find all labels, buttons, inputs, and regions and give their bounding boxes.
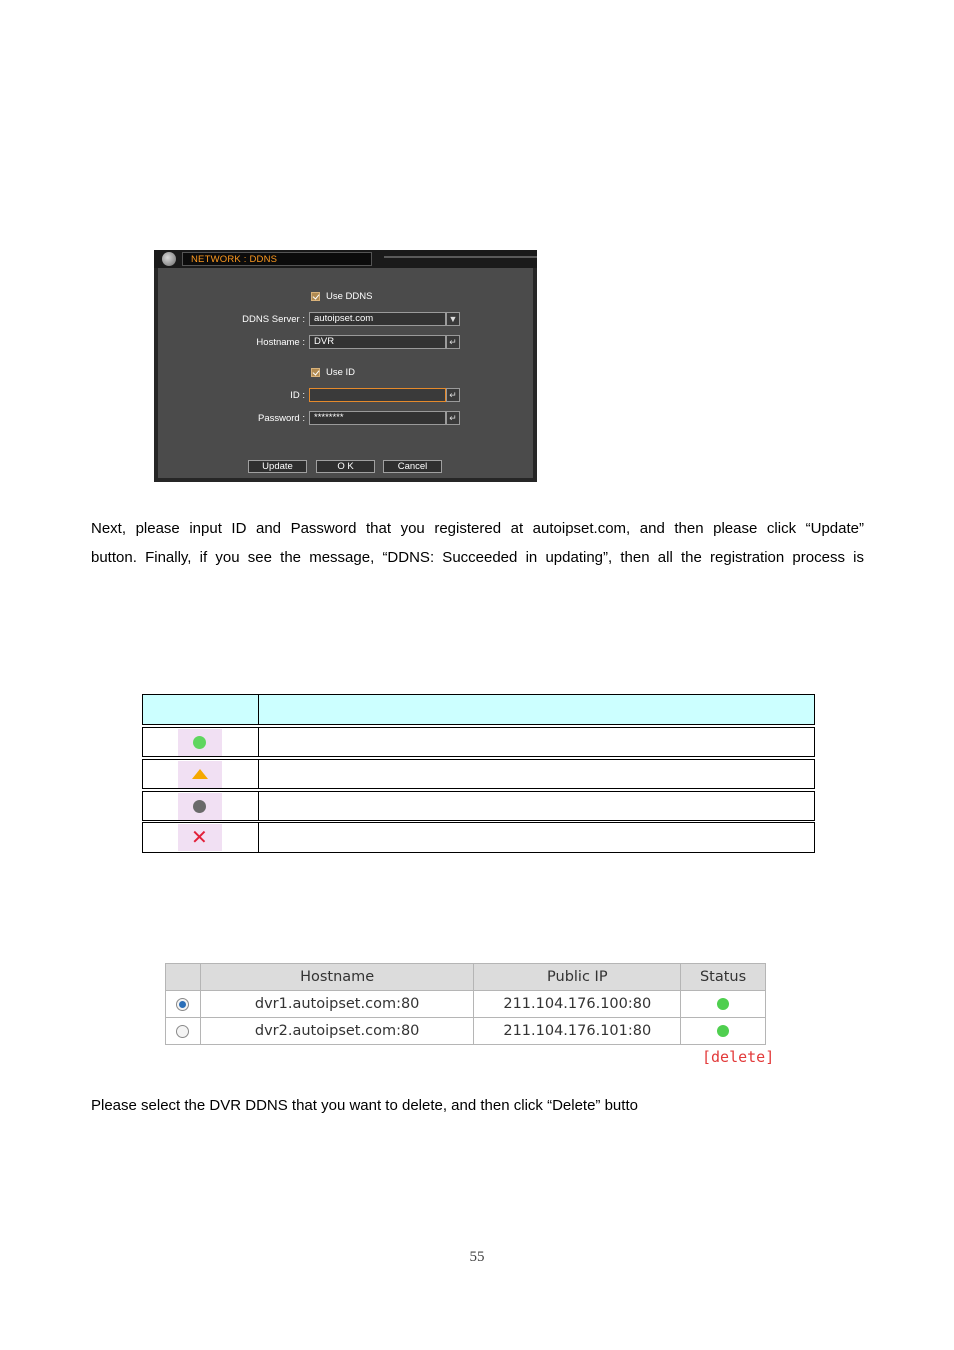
column-divider xyxy=(258,823,259,852)
column-divider xyxy=(258,760,259,788)
ok-button[interactable]: O K xyxy=(316,460,375,473)
dialog-title-tab xyxy=(182,252,372,266)
dvr-logo-icon xyxy=(162,252,176,266)
use-ddns-checkbox[interactable] xyxy=(311,292,320,301)
public-ip-cell: 211.104.176.101:80 xyxy=(474,1018,681,1045)
status-icon-cell xyxy=(178,824,222,851)
select-column-header xyxy=(166,964,201,991)
enter-icon[interactable]: ↵ xyxy=(446,335,460,349)
column-divider xyxy=(258,728,259,756)
status-row-warning xyxy=(142,759,815,789)
column-divider xyxy=(258,695,259,724)
dialog-titlebar xyxy=(154,250,537,268)
status-row-offline xyxy=(142,791,815,821)
enter-icon[interactable]: ↵ xyxy=(446,411,460,425)
instruction-line-1: Next, please input ID and Password that you registered at autoipset.com, and then please click “Update” xyxy=(91,520,864,537)
public-ip-cell: 211.104.176.100:80 xyxy=(474,991,681,1018)
password-field[interactable]: ******** xyxy=(309,411,446,425)
status-row-ok xyxy=(142,727,815,757)
radio-unselected-icon[interactable] xyxy=(176,1025,189,1038)
dropdown-arrow-icon[interactable]: ▼ xyxy=(446,312,460,326)
status-green-dot-icon xyxy=(717,1025,729,1037)
use-id-checkbox[interactable] xyxy=(311,368,320,377)
page-number: 55 xyxy=(469,1249,485,1265)
update-button[interactable]: Update xyxy=(248,460,307,473)
delete-instruction: Please select the DVR DDNS that you want to delete, and then click “Delete” butto xyxy=(91,1097,638,1114)
table-header-row xyxy=(166,964,766,991)
status-table-header xyxy=(142,694,815,725)
select-cell xyxy=(166,1018,201,1045)
warning-triangle-icon xyxy=(192,769,208,779)
red-x-icon: ✕ xyxy=(191,825,208,849)
status-cell xyxy=(681,1018,766,1045)
table-row[interactable] xyxy=(166,991,766,1018)
status-cell xyxy=(681,991,766,1018)
hostname-field[interactable]: DVR xyxy=(309,335,446,349)
enter-icon[interactable]: ↵ xyxy=(446,388,460,402)
cancel-button[interactable]: Cancel xyxy=(383,460,442,473)
status-column-header: Status xyxy=(681,964,766,991)
status-icon-cell xyxy=(178,729,222,756)
title-divider xyxy=(384,256,537,258)
status-icon-cell xyxy=(178,793,222,820)
hostname-cell: dvr2.autoipset.com:80 xyxy=(200,1018,474,1045)
use-ddns-label: Use DDNS xyxy=(326,291,373,302)
public-ip-column-header: Public IP xyxy=(474,964,681,991)
id-field[interactable] xyxy=(309,388,446,402)
ddns-server-select[interactable]: autoipset.com xyxy=(309,312,446,326)
status-icon-cell xyxy=(178,761,222,788)
radio-selected-icon[interactable] xyxy=(176,998,189,1011)
dialog-title: NETWORK : DDNS xyxy=(191,254,278,265)
id-label: ID : xyxy=(290,390,305,401)
select-cell xyxy=(166,991,201,1018)
status-green-dot-icon xyxy=(717,998,729,1010)
table-row[interactable] xyxy=(166,1018,766,1045)
delete-link[interactable]: [delete] xyxy=(702,1048,775,1066)
dvr-ddns-dialog xyxy=(154,250,537,482)
hostname-cell: dvr1.autoipset.com:80 xyxy=(200,991,474,1018)
hostname-column-header: Hostname xyxy=(200,964,474,991)
ddns-host-table xyxy=(165,963,766,1045)
column-divider xyxy=(258,792,259,820)
dialog-body xyxy=(158,268,533,478)
use-id-label: Use ID xyxy=(326,367,356,378)
green-dot-icon xyxy=(193,736,206,749)
ddns-server-label: DDNS Server : xyxy=(242,314,305,325)
password-label: Password : xyxy=(258,413,305,424)
status-row-error xyxy=(142,822,815,853)
hostname-label: Hostname : xyxy=(256,337,305,348)
gray-dot-icon xyxy=(193,800,206,813)
instruction-line-2: button. Finally, if you see the message, “DDNS: Succeeded in updating”, then all the registration process is xyxy=(91,549,864,566)
